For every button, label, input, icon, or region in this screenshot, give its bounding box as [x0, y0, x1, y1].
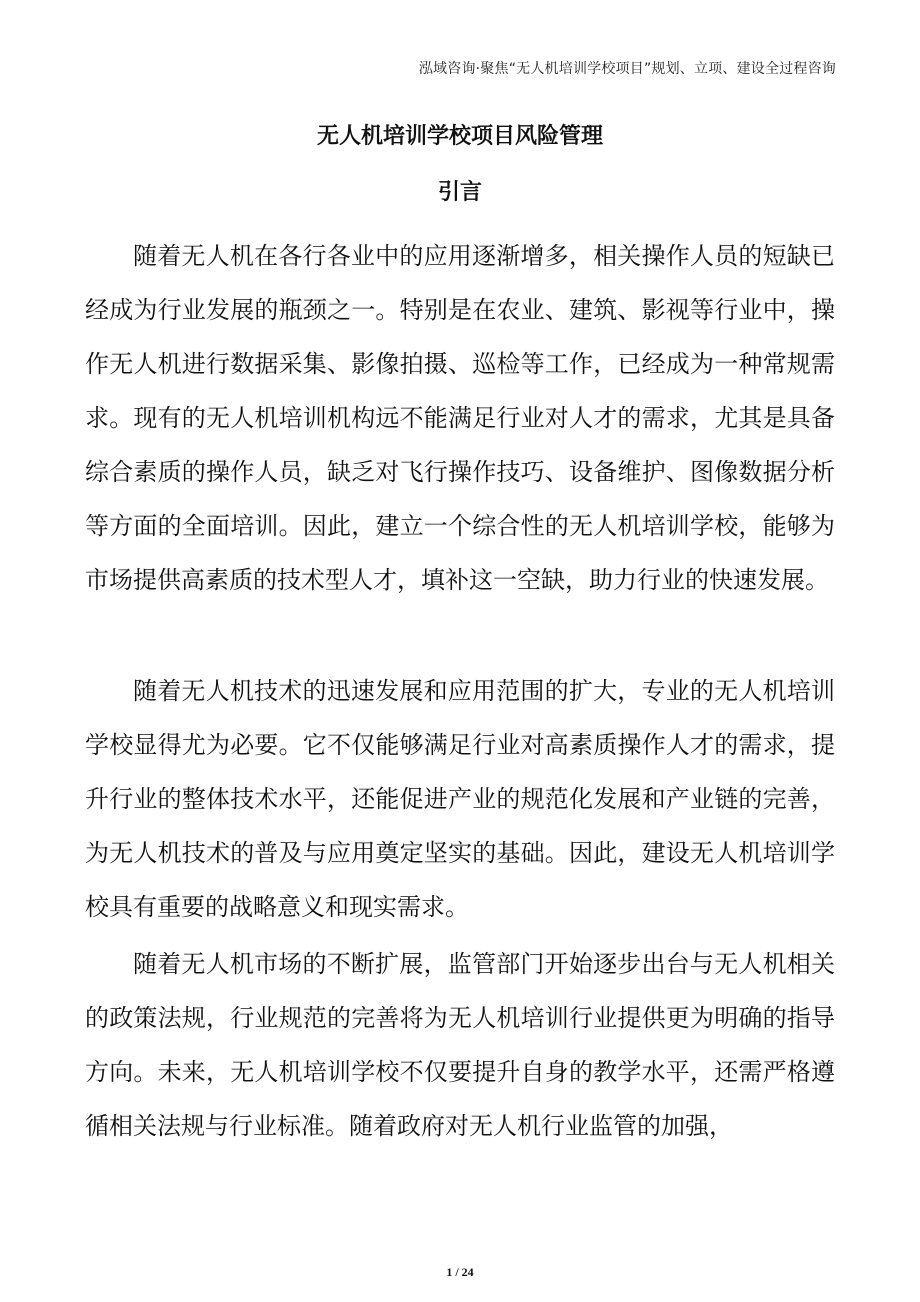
- page-number: 1 / 24: [446, 1265, 474, 1279]
- header-tagline: 泓域咨询·聚焦“无人机培训学校项目”规划、立项、建设全过程咨询: [418, 61, 836, 77]
- paragraph: 随着无人机市场的不断扩展，监管部门开始逐步出台与无人机相关的政策法规，行业规范的完善将为无人机培训行业提供更为明确的指导方向。未来，无人机培训学校不仅要提升自身的教学水平，还需严格遵循相关法规与行业标准。随着政府对无人机行业监管的加强，: [85, 950, 835, 1140]
- section-heading: 引言: [437, 180, 482, 205]
- document-title: 无人机培训学校项目风险管理: [316, 124, 603, 149]
- paragraph: 随着无人机在各行各业中的应用逐渐增多，相关操作人员的短缺已经成为行业发展的瓶颈之一。特别是在农业、建筑、影视等行业中，操作无人机进行数据采集、影像拍摄、巡检等工作，已经成为一种常规需求。现有的无人机培训机构远不能满足行业对人才的需求，尤其是具备综合素质的操作人员，缺乏对飞行操作技巧、设备维护、图像数据分析等方面的全面培训。因此，建立一个综合性的无人机培训学校，能够为市场提供高素质的技术型人才，填补这一空缺，助力行业的快速发展。: [85, 242, 835, 594]
- paragraph: 随着无人机技术的迅速发展和应用范围的扩大，专业的无人机培训学校显得尤为必要。它不仅能够满足行业对高素质操作人才的需求，提升行业的整体技术水平，还能促进产业的规范化发展和产业链的完善，为无人机技术的普及与应用奠定坚实的基础。因此，建设无人机培训学校具有重要的战略意义和现实需求。: [85, 677, 835, 921]
